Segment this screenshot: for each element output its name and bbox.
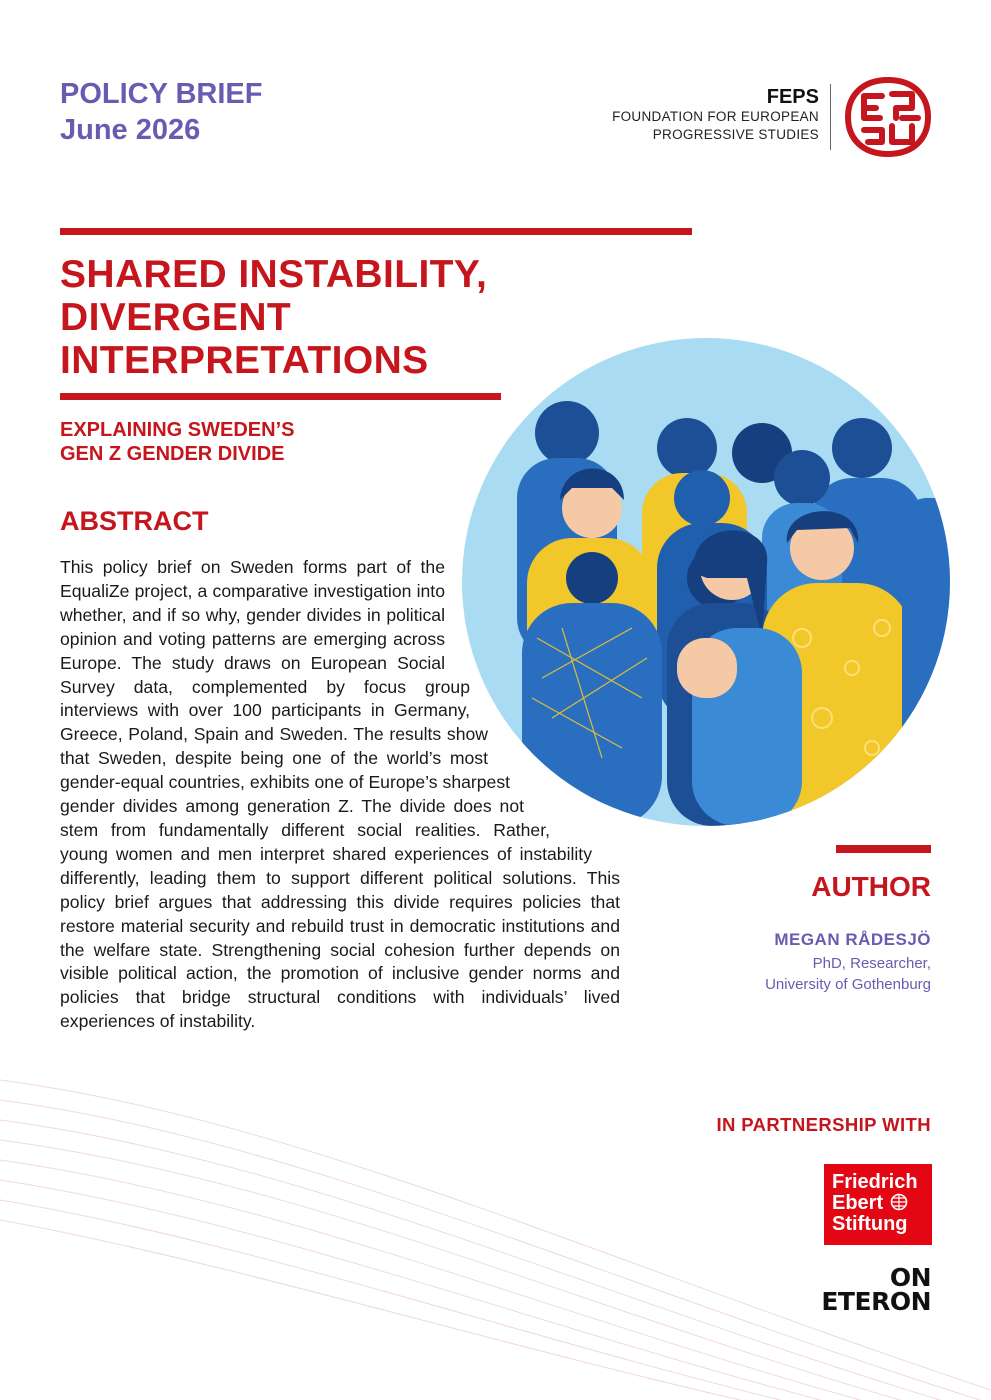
fes-logo-line3: Stiftung <box>832 1213 908 1235</box>
feps-maze-logo-icon <box>842 74 934 160</box>
author-role-line1: PhD, Researcher, <box>812 955 931 972</box>
globe-icon <box>889 1193 909 1211</box>
feps-wordmark <box>612 86 819 144</box>
page-title <box>60 253 620 382</box>
feps-acronym: FEPS <box>766 86 819 108</box>
title-line-3: INTERPRETATIONS <box>60 339 429 382</box>
text-wrap-spacer <box>470 661 620 709</box>
fes-logo <box>824 1164 932 1245</box>
text-wrap-spacer <box>445 556 620 661</box>
fes-logo-line1: Friedrich <box>832 1171 918 1193</box>
subtitle-line-1: EXPLAINING SWEDEN’S <box>60 419 295 441</box>
title-line-2: DIVERGENT <box>60 296 292 339</box>
text-wrap-spacer <box>550 805 620 829</box>
kicker-policy-brief: POLICY BRIEF <box>60 78 263 110</box>
text-wrap-spacer <box>592 829 620 853</box>
eteron-logo-line2: ETERON <box>821 1287 931 1316</box>
author-rule <box>836 845 931 853</box>
header-divider <box>830 84 831 150</box>
fes-logo-line2-text: Ebert <box>832 1192 884 1214</box>
author-name: MEGAN RÅDESJÖ <box>774 930 931 949</box>
fes-logo-line2 <box>832 1193 932 1214</box>
eteron-logo-line1: ON <box>889 1263 931 1292</box>
document-kicker <box>60 76 263 148</box>
kicker-date: June 2026 <box>60 114 201 146</box>
partnership-heading: IN PARTNERSHIP WITH <box>716 1114 931 1135</box>
text-wrap-spacer <box>510 757 620 781</box>
subtitle-line-2: GEN Z GENDER DIVIDE <box>60 443 285 465</box>
page-subtitle <box>60 418 480 466</box>
author-role-line2: University of Gothenburg <box>765 976 931 993</box>
title-bottom-rule <box>60 393 501 400</box>
author-heading: AUTHOR <box>811 871 931 902</box>
abstract-body <box>60 556 620 1034</box>
title-line-1: SHARED INSTABILITY, <box>60 253 488 296</box>
text-wrap-spacer <box>524 781 620 805</box>
title-top-rule <box>60 228 692 235</box>
text-wrap-spacer <box>488 709 620 757</box>
eteron-logo <box>821 1263 931 1316</box>
feps-name-line1: FOUNDATION FOR EUROPEAN <box>612 109 819 124</box>
feps-name-line2: PROGRESSIVE STUDIES <box>652 127 819 142</box>
author-affiliation <box>765 953 931 995</box>
abstract-text: This policy brief on Sweden forms part of the EqualiZe project, a comparative investigation into whether, and if so why, gender divides in political opinion and voting patterns are emerging across Europe. The study draws on European Social Survey data, complemented by focus group interviews with over 100 participants in Germany, Greece, Poland, Spain and Sweden. The results show that Sweden, despite being one of the world’s most gender-equal countries, exhibits one of Europe’s sharpest gender divides among generation Z. The divide does not stem from fundamentally different social realities. Rather, young women and men interpret shared experiences of instability differently, leading them to support different political solutions. This policy brief argues that addressing this divide requires policies that restore material security and rebuild trust in democratic institutions and the welfare state. Strengthening social cohesion further depends on visible political action, the promotion of inclusive gender norms and policies that bridge structural conditions with individuals’ lived experiences of instability. <box>60 557 620 1032</box>
abstract-heading: ABSTRACT <box>60 506 209 536</box>
